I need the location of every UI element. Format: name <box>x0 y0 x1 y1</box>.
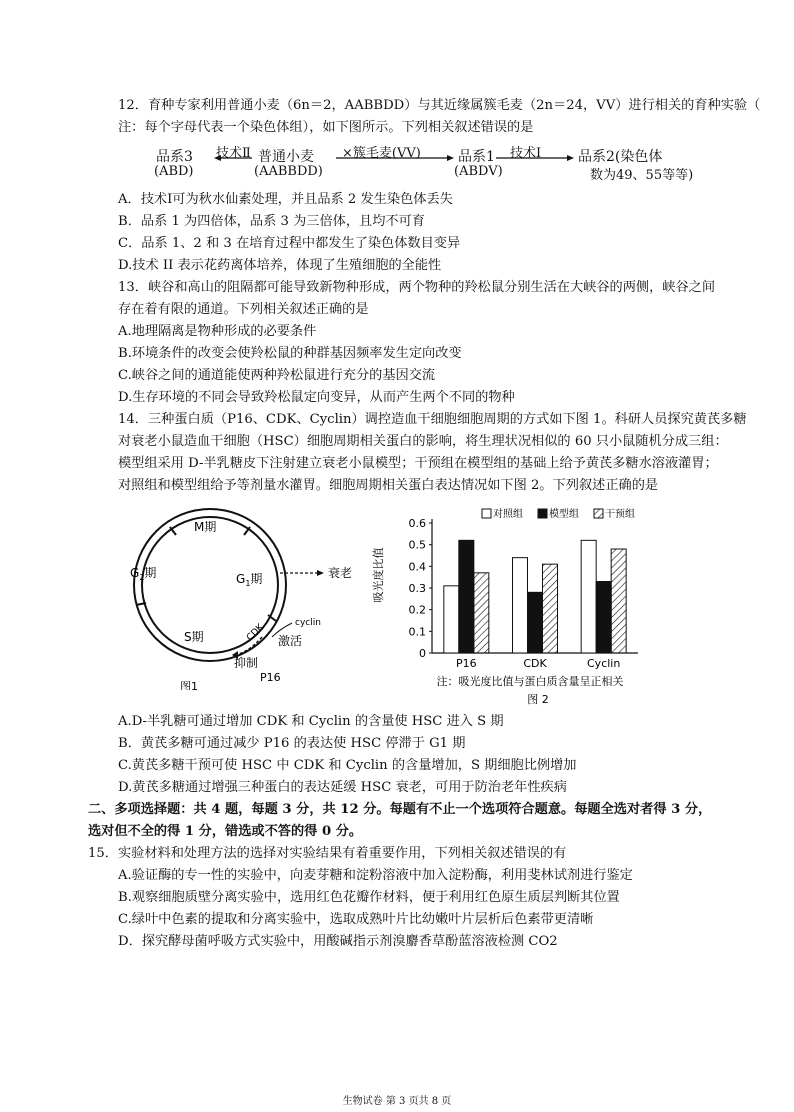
bar-p16-0 <box>444 586 459 653</box>
q15-option-a: A.验证酶的专一性的实验中，向麦芽糖和淀粉溶液中加入淀粉酶，利用斐林试剂进行鉴定 <box>118 868 633 883</box>
bar-cdk-2 <box>543 564 558 653</box>
y-tick-label: 0.3 <box>408 582 426 595</box>
flow-cross: ×簇毛麦(VV) <box>342 146 421 161</box>
page-footer: 生物试卷 第 3 页共 8 页 <box>342 1096 452 1107</box>
bar-p16-2 <box>474 573 489 653</box>
q15-option-c: C.绿叶中色素的提取和分离实验中，选取成熟叶片比幼嫩叶片层析后色素带更清晰 <box>118 912 594 927</box>
activate-label: 激活 <box>278 634 303 648</box>
q13-option-d: D.生存环境的不同会导致羚松鼠定向变异，从而产生两个不同的物种 <box>118 390 515 405</box>
q13-option-a: A.地理隔离是物种形成的必要条件 <box>118 324 317 339</box>
bar-p16-1 <box>459 540 474 653</box>
q12-stem-line2: 注：每个字母代表一个染色体组），如下图所示。下列相关叙述错误的是 <box>118 120 534 135</box>
legend-swatch-2 <box>594 509 603 518</box>
y-tick-label: 0.2 <box>408 603 426 617</box>
x-tick-label: Cyclin <box>587 657 621 670</box>
flow-tech1: 技术Ⅰ <box>510 146 542 161</box>
figure-1-caption: 图1 <box>180 680 198 690</box>
q14-option-b: B．黄芪多糖可通过减少 P16 的表达使 HSC 停滞于 G1 期 <box>118 736 466 751</box>
y-tick-label: 0.4 <box>408 560 426 574</box>
q13-stem-line1: 13．峡谷和高山的阻隔都可能导致新物种形成，两个物种的羚松鼠分别生活在大峡谷的两侧，峡谷之间 <box>118 280 716 295</box>
legend-label-1: 模型组 <box>549 509 579 520</box>
flow-line2-count: 数为49、55等等) <box>590 168 694 183</box>
q12-option-b: B．品系 1 为四倍体，品系 3 为三倍体，且均不可育 <box>118 214 425 229</box>
chart-note: 注：吸光度比值与蛋白质含量呈正相关 <box>436 675 624 688</box>
q15-option-b: B.观察细胞质壁分离实验中，选用红色花瓣作材料，便于利用红色原生质层判断其位置 <box>118 890 620 905</box>
g1-phase-label: $G_1$期 <box>236 572 263 588</box>
flow-line3-genome: (ABD) <box>154 164 194 179</box>
bar-cyclin-1 <box>596 582 611 654</box>
g2-phase-label: $G_2$期 <box>130 566 157 582</box>
flow-wheat-genome: (AABBDD) <box>254 164 323 179</box>
legend-label-0: 对照组 <box>493 509 523 520</box>
legend-label-2: 干预组 <box>605 509 635 520</box>
section2-heading-line2: 选对但不全的得 1 分，错选或不答的得 0 分。 <box>88 824 363 839</box>
flow-tech2: 技术Ⅱ <box>216 146 251 161</box>
q13-option-c: C.峡谷之间的通道能使两种羚松鼠进行充分的基因交流 <box>118 368 436 383</box>
q12-option-c: C．品系 1、2 和 3 在培育过程中都发生了染色体数目变异 <box>118 236 461 251</box>
y-tick-label: 0.6 <box>408 517 426 530</box>
x-tick-label: CDK <box>523 657 547 670</box>
flow-line3: 品系3 <box>156 149 193 165</box>
flow-line1: 品系1 <box>458 149 495 165</box>
q14-stem-line4: 对照组和模型组给予等剂量水灌胃。细胞周期相关蛋白表达情况如下图 2。下列叙述正确的是 <box>118 478 659 493</box>
cyclin-label: cyclin <box>295 618 321 628</box>
cdk-label: CDK <box>245 622 266 644</box>
q14-stem-line2: 对衰老小鼠造血干细胞（HSC）细胞周期相关蛋白的影响，将生理状况相似的 60 只小鼠随机分成三组： <box>118 434 728 449</box>
q14-stem-line1: 14．三种蛋白质（P16、CDK、Cyclin）调控造血干细胞细胞周期的方式如下图 1。科研人员探究黄芪多糖 <box>118 412 747 427</box>
p16-label: P16 <box>260 671 281 684</box>
flow-line1-genome: (ABDV) <box>454 164 503 179</box>
y-tick-label: 0.1 <box>408 625 426 639</box>
q14-option-c: C.黄芪多糖干预可使 HSC 中 CDK 和 Cyclin 的含量增加，S 期细胞比例增加 <box>118 758 577 773</box>
q15-option-d: D．探究酵母菌呼吸方式实验中，用酸碱指示剂溴麝香草酚蓝溶液检测 CO2 <box>118 934 558 949</box>
q13-stem-line2: 存在着有限的通道。下列相关叙述正确的是 <box>118 302 369 317</box>
cell-cycle-figure <box>110 505 360 690</box>
flow-wheat: 普通小麦 <box>258 149 314 165</box>
m-phase-label: M期 <box>194 520 217 534</box>
q14-option-a: A.D-半乳糖可通过增加 CDK 和 Cyclin 的含量使 HSC 进入 S 期 <box>118 714 504 729</box>
bar-cyclin-2 <box>611 549 626 653</box>
y-tick-label: 0 <box>419 647 426 660</box>
protein-bar-chart <box>370 505 670 710</box>
q12-breeding-flow <box>150 140 710 184</box>
q12-option-a: A．技术Ⅰ可为秋水仙素处理，并且品系 2 发生染色体丢失 <box>118 192 453 207</box>
q13-option-b: B.环境条件的改变会使羚松鼠的种群基因频率发生定向改变 <box>118 346 462 361</box>
s-phase-label: S期 <box>184 630 204 644</box>
y-tick-label: 0.5 <box>408 538 426 552</box>
bar-cdk-0 <box>513 558 528 653</box>
q15-stem: 15．实验材料和处理方法的选择对实验结果有着重要作用，下列相关叙述错误的有 <box>88 846 567 861</box>
q12-stem-line1: 12．育种专家利用普通小麦（6n＝2，AABBDD）与其近缘属簇毛麦（2n＝24，VV）进行相关的育种实验（ <box>118 98 761 113</box>
q14-option-d: D.黄芪多糖通过增强三种蛋白的表达延缓 HSC 衰老，可用于防治老年性疾病 <box>118 780 567 795</box>
figure-2-caption: 图 2 <box>527 693 549 706</box>
x-tick-label: P16 <box>456 657 477 670</box>
section2-heading-line1: 二、多项选择题：共 4 题，每题 3 分，共 12 分。每题有不止一个选项符合题意。每题全选对者得 3 分， <box>88 802 712 817</box>
legend-swatch-1 <box>538 509 547 518</box>
flow-line2: 品系2(染色体 <box>578 149 663 165</box>
aging-label: 衰老 <box>328 566 353 580</box>
bar-cyclin-0 <box>581 540 596 653</box>
y-axis-label: 吸光度比值 <box>372 547 385 603</box>
inhibit-label: 抑制 <box>234 656 259 670</box>
bar-cdk-1 <box>528 592 543 653</box>
legend-swatch-0 <box>482 509 491 518</box>
q14-stem-line3: 模型组采用 D-半乳糖皮下注射建立衰老小鼠模型；干预组在模型组的基础上给予黄芪多糖水溶液灌胃； <box>118 456 718 471</box>
q12-option-d: D.技术 II 表示花药离体培养，体现了生殖细胞的全能性 <box>118 258 442 273</box>
